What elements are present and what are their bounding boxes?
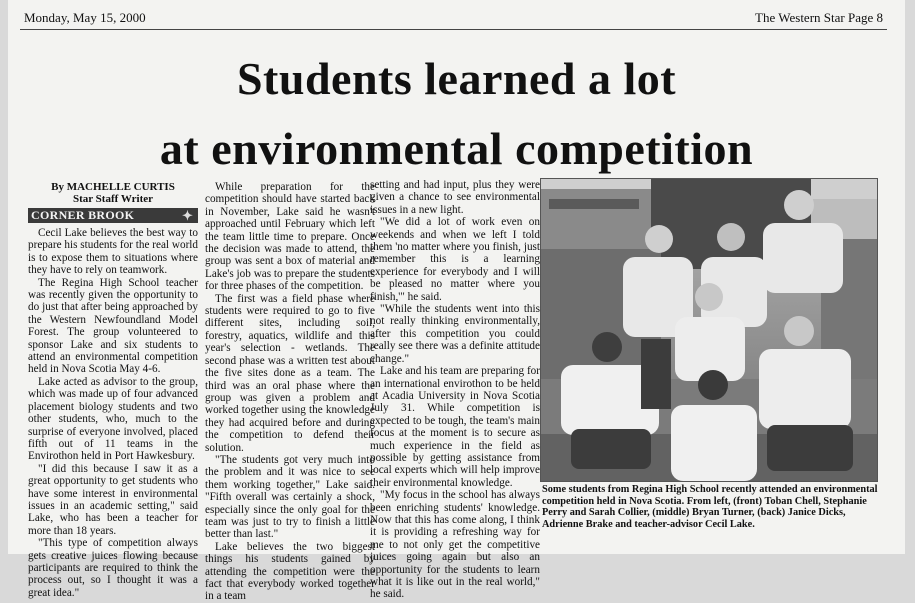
issue-date: Monday, May 15, 2000	[24, 10, 146, 25]
headline-line-1: Students learned a lot	[236, 53, 677, 104]
byline	[28, 181, 198, 205]
newspaper-page	[8, 0, 905, 603]
paragraph: "The students got very much into the problem and it was nice to see them working together," Lake said. "Fifth overall was certainly a shock, especially since the only goal for the team was just to try to finish a little better than last."	[205, 453, 375, 541]
paragraph: The first was a field phase where students were required to go to five different sites, including soil, forestry, aquatics, wildlife and this year's selection - wetlands. The second phase was a written test about the five sites done as a team. The third was an oral phase where the group was given a problem and worked together using the knowledge they had acquired before and during the competition to defend their solution.	[205, 292, 375, 454]
paragraph: While preparation for the competition should have started back in November, Lake said he wasn't approached until February which left the team little time to prepare. Once the decision was made to attend, the group was sent a box of material and Lake's job was to prepare the students for three phases of the competition.	[205, 181, 375, 293]
paragraph: setting and had input, plus they were given a chance to see environmental issues in a new light.	[370, 179, 540, 216]
article-column-3	[370, 179, 540, 601]
article-column-2	[205, 181, 375, 603]
article-column-1	[28, 181, 198, 599]
paragraph: Lake acted as advisor to the group, which was made up of four advanced placement biology students and two other students, who, much to the surprise of everyone involved, placed fifth out of 11 teams in the Envirothon held in Port Hawkesbury.	[28, 375, 198, 463]
headline-line-2: at environmental competition	[159, 123, 754, 174]
group-photo	[540, 178, 878, 482]
paragraph: "I did this because I saw it as a great opportunity to get students who have some interest in environmental issues in an academic setting," said Lake, who has been a teacher for more than 18 years.	[28, 462, 198, 537]
maple-leaf-icon: ✦	[182, 208, 194, 223]
publication-name: The Western Star Page 8	[755, 10, 883, 25]
byline-role: Star Staff Writer	[72, 193, 154, 205]
page-header	[24, 10, 883, 28]
byline-author: By MACHELLE CURTIS	[51, 181, 175, 193]
paragraph: Lake and his team are preparing for an international envirothon to be held at Acadia University in Nova Scotia July 31. While competition is expected to be tough, the team's main focus at the moment is to secure as much experience in the field as possible by getting assistance from local experts which will help improve their environmental knowledge.	[370, 365, 540, 489]
paragraph: Lake believes the two biggest things his students gained by attending the competition were the fact that everybody worked together in a team	[205, 540, 375, 603]
section-label-text: CORNER BROOK	[31, 208, 135, 222]
photo-illustration	[541, 179, 877, 481]
paragraph: "While the students went into this not really thinking environmentally, after this competition you could really see there was a definite attitude change."	[370, 303, 540, 365]
paragraph: Cecil Lake believes the best way to prepare his students for the real world is to expose them to situations where they have to rely on teamwork.	[28, 227, 198, 277]
paragraph: "We did a lot of work even on weekends and when we left I told them 'no matter where you finish, just remember this is a learning experience for everybody and I will be pleased no matter where you finish,'" he said.	[370, 216, 540, 303]
header-divider	[20, 29, 887, 30]
section-label	[28, 208, 198, 223]
paragraph: The Regina High School teacher was recently given the opportunity to do just that after being approached by the Western Newfoundland Model Forest. The group volunteered to sponsor Lake and six students to attend an environmental competition held in Nova Scotia May 4-6.	[28, 276, 198, 376]
paragraph: "My focus in the school has always been enriching students' knowledge. Now that this has come along, I think it is providing a refreshing way for me to not only get the competitive juices going again but also an opportunity for the students to learn what it is like out in the real world," he said.	[370, 489, 540, 601]
paragraph: "This type of competition always gets creative juices flowing because participants are required to think the process out, so I thought it was a great idea."	[28, 537, 198, 599]
photo-caption: Some students from Regina High School recently attended an environmental competition held in Nova Scotia. From left, (front) Toban Chell, Stephanie Perry and Sarah Collier, (middle) Bryan Turner, (back) Janice Dicks, Adrienne Brake and teacher-advisor Cecil Lake.	[542, 484, 878, 530]
